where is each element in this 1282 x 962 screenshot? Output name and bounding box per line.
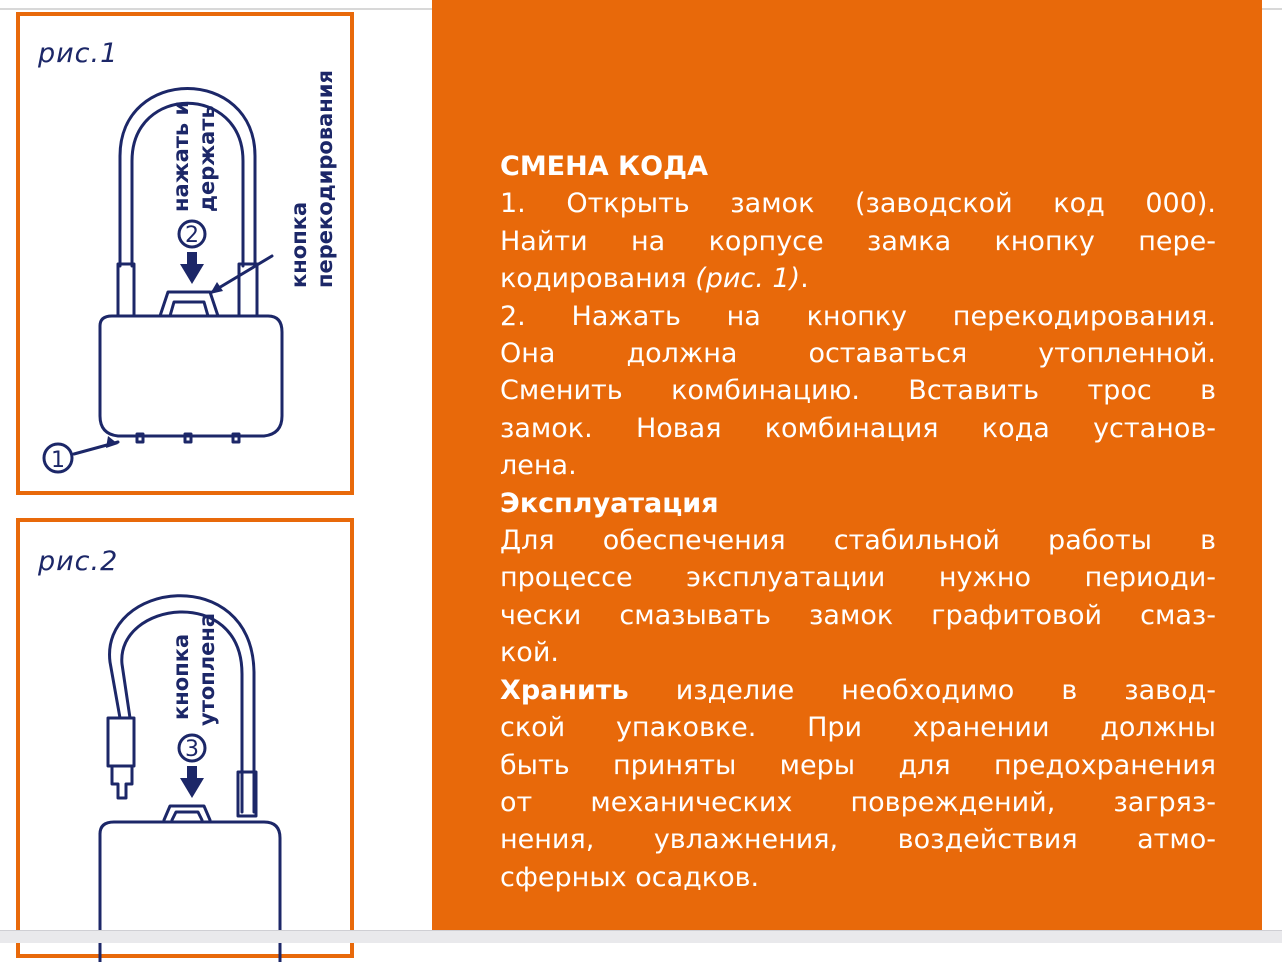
figure-reference: (рис. 1) xyxy=(695,263,801,295)
step2-line-3: Сменить комбинацию. Вставить трос в xyxy=(500,375,1216,407)
instructions-text xyxy=(500,148,1216,896)
annotation-button-2: перекодирования xyxy=(313,69,337,288)
step1-line-2: Найти на корпусе замка кнопку пере- xyxy=(500,225,1216,257)
storage-text-1: изделие необходимо в завод- xyxy=(675,674,1216,706)
figure-1-frame xyxy=(16,12,354,495)
step2-line-5: лена. xyxy=(500,450,577,482)
storage-keyword: Хранить xyxy=(500,674,629,706)
figure-2-label: рис.2 xyxy=(38,546,119,577)
svg-text:3: 3 xyxy=(185,737,199,762)
step2-line-4: замок. Новая комбинация кода установ- xyxy=(500,412,1216,444)
operation-line-2: процессе эксплуатации нужно периоди- xyxy=(500,562,1216,594)
annotation-button-1: кнопка xyxy=(287,201,311,288)
step1-period: . xyxy=(800,263,809,295)
figure-1-label: рис.1 xyxy=(38,38,119,69)
storage-line-4: от механических повреждений, загряз- xyxy=(500,786,1216,818)
step2-line-1: 2. Нажать на кнопку перекодирования. xyxy=(500,300,1216,332)
padlock-diagram-1 xyxy=(20,16,358,499)
operation-line-3: чески смазывать замок графитовой смаз- xyxy=(500,599,1216,631)
bottom-scroll-bar[interactable] xyxy=(0,930,1282,943)
storage-line-2: ской упаковке. При хранении должны xyxy=(500,712,1216,744)
storage-line-1 xyxy=(500,672,1216,709)
svg-text:2: 2 xyxy=(185,223,199,248)
annotation-press-hold-2: держать xyxy=(195,105,219,212)
step1-line-1: 1. Открыть замок (заводской код 000). xyxy=(500,188,1216,220)
operation-line-4: кой. xyxy=(500,637,559,669)
storage-line-5: нения, увлажнения, воздействия атмо- xyxy=(500,824,1216,856)
storage-line-3: быть приняты меры для предохранения xyxy=(500,749,1216,781)
figure-2-frame xyxy=(16,518,354,958)
heading-change-code: СМЕНА КОДА xyxy=(500,151,708,182)
annotation-press-hold-1: нажать и xyxy=(169,100,193,212)
step1-text: кодирования xyxy=(500,263,687,295)
padlock-diagram-2 xyxy=(20,522,358,962)
svg-text:1: 1 xyxy=(51,448,65,473)
step2-line-2: Она должна оставаться утопленной. xyxy=(500,338,1216,370)
heading-operation: Эксплуатация xyxy=(500,487,719,519)
annotation-sunk-1: кнопка xyxy=(169,633,193,720)
storage-line-6: сферных осадков. xyxy=(500,861,760,893)
instructions-panel xyxy=(432,0,1262,940)
operation-line-1: Для обеспечения стабильной работы в xyxy=(500,525,1216,557)
step1-line-3 xyxy=(500,260,1216,297)
annotation-sunk-2: утоплена xyxy=(195,612,219,726)
